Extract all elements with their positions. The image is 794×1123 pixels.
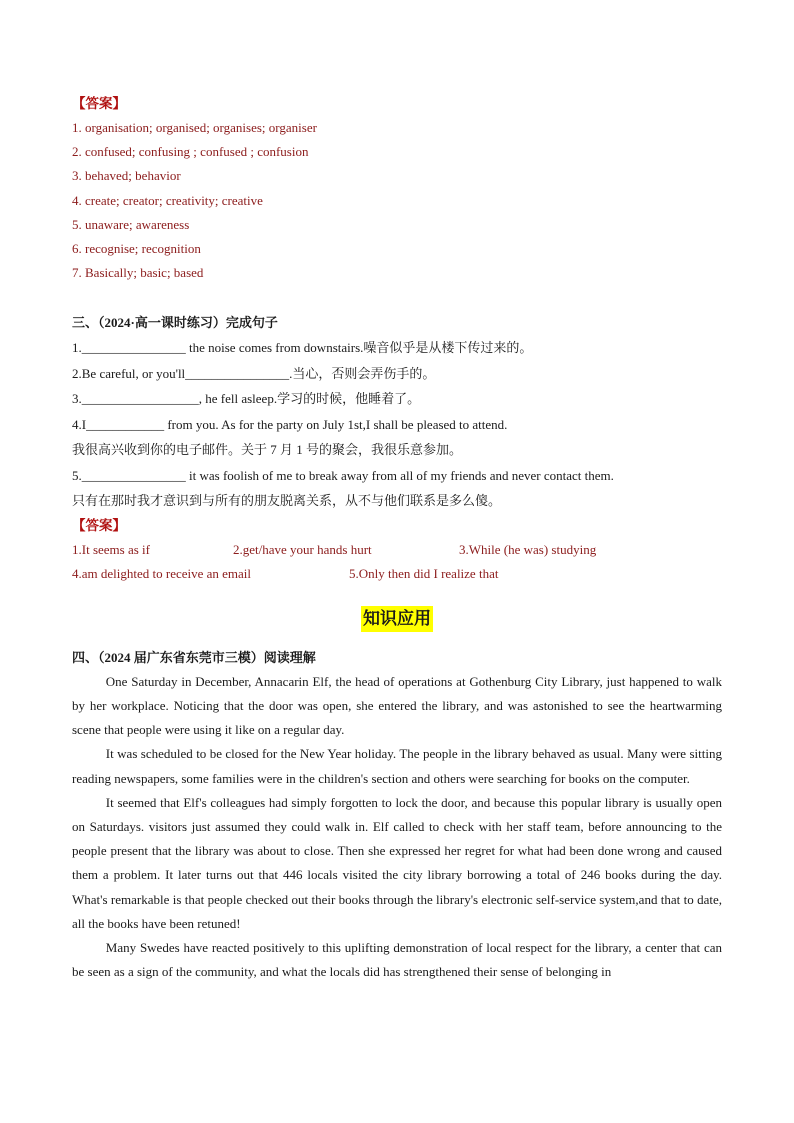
answer-item: 5.Only then did I realize that [349,565,499,581]
answer-row [72,538,722,562]
section-3 [72,311,722,586]
answer-line: 2. confused; confusing ; confused ; confusion [72,144,309,160]
exercise-line: 2.Be careful, or you'll________________.当心，否则会弄伤手的。 [72,365,436,381]
answer-line: 4. create; creator; creativity; creative [72,192,263,208]
knowledge-heading-wrap [72,606,722,642]
reading-paragraph: Many Swedes have reacted positively to this uplifting demonstration of local respect for the library, a center that can be seen as a sign of the community, and what the locals did has strengthened their sense of belonging in [72,940,722,980]
reading-paragraph: It was scheduled to be closed for the New Year holiday. The people in the library behaved as usual. Many were sitting reading newspapers, some families were in the children's section and others were searching for books on the computer. [72,746,722,786]
exercise-line: 1.________________ the noise comes from downstairs.噪音似乎是从楼下传过来的。 [72,340,533,356]
exercise-translation: 只有在那时我才意识到与所有的朋友脱离关系，从不与他们联系是多么傻。 [72,493,502,509]
answer-line: 6. recognise; recognition [72,240,201,256]
section-title: 三、（2024·高一课时练习）完成句子 [72,315,278,331]
answer-item: 3.While (he was) studying [459,541,597,557]
document-page [72,92,722,984]
answer-item: 4.am delighted to receive an email [72,565,252,581]
reading-paragraph: One Saturday in December, Annacarin Elf, the head of operations at Gothenburg City Library, just happened to walk by her workplace. Noticing that the door was open, she entered the library, and was astonished to see the heartwarming scene that people were using it like on a regular day. [72,673,722,738]
answer-header: 【答案】 [72,96,126,111]
answer-item: 2.get/have your hands hurt [233,541,372,557]
answer-line: 5. unaware; awareness [72,216,190,232]
answer-line: 7. Basically; basic; based [72,265,204,281]
knowledge-heading: 知识应用 [361,606,433,632]
exercise-line: 5.________________ it was foolish of me to break away from all of my friends and never contact them. [72,467,614,483]
answer-block-1 [72,92,722,285]
exercise-line: 4.I____________ from you. As for the party on July 1st,I shall be pleased to attend. [72,416,508,432]
answer-header: 【答案】 [72,517,126,533]
section-4 [72,646,722,985]
section-title: 四、（2024 届广东省东莞市三模）阅读理解 [72,649,316,665]
answer-line: 3. behaved; behavior [72,168,181,184]
exercise-line: 3.__________________, he fell asleep.学习的时候，他睡着了。 [72,391,421,407]
exercise-translation: 我很高兴收到你的电子邮件。关于 7 月 1 号的聚会，我很乐意参加。 [72,442,463,458]
answer-row [72,562,722,586]
answer-item: 1.It seems as if [72,541,150,557]
reading-paragraph: It seemed that Elf's colleagues had simply forgotten to lock the door, and because this popular library is usually open on Saturdays. visitors just assumed they could walk in. Elf called to check with her staff team, before announcing to the people present that the library was about to close. Then she expressed her regret for what had been done wrong and caused them a problem. It later turns out that 446 locals visited the city library borrowing a total of 246 books during the day. What's remarkable is that people checked out their books through the library's electronic self-service system,and that to date, all the books have been retuned! [72,794,722,931]
answer-line: 1. organisation; organised; organises; organiser [72,120,317,135]
